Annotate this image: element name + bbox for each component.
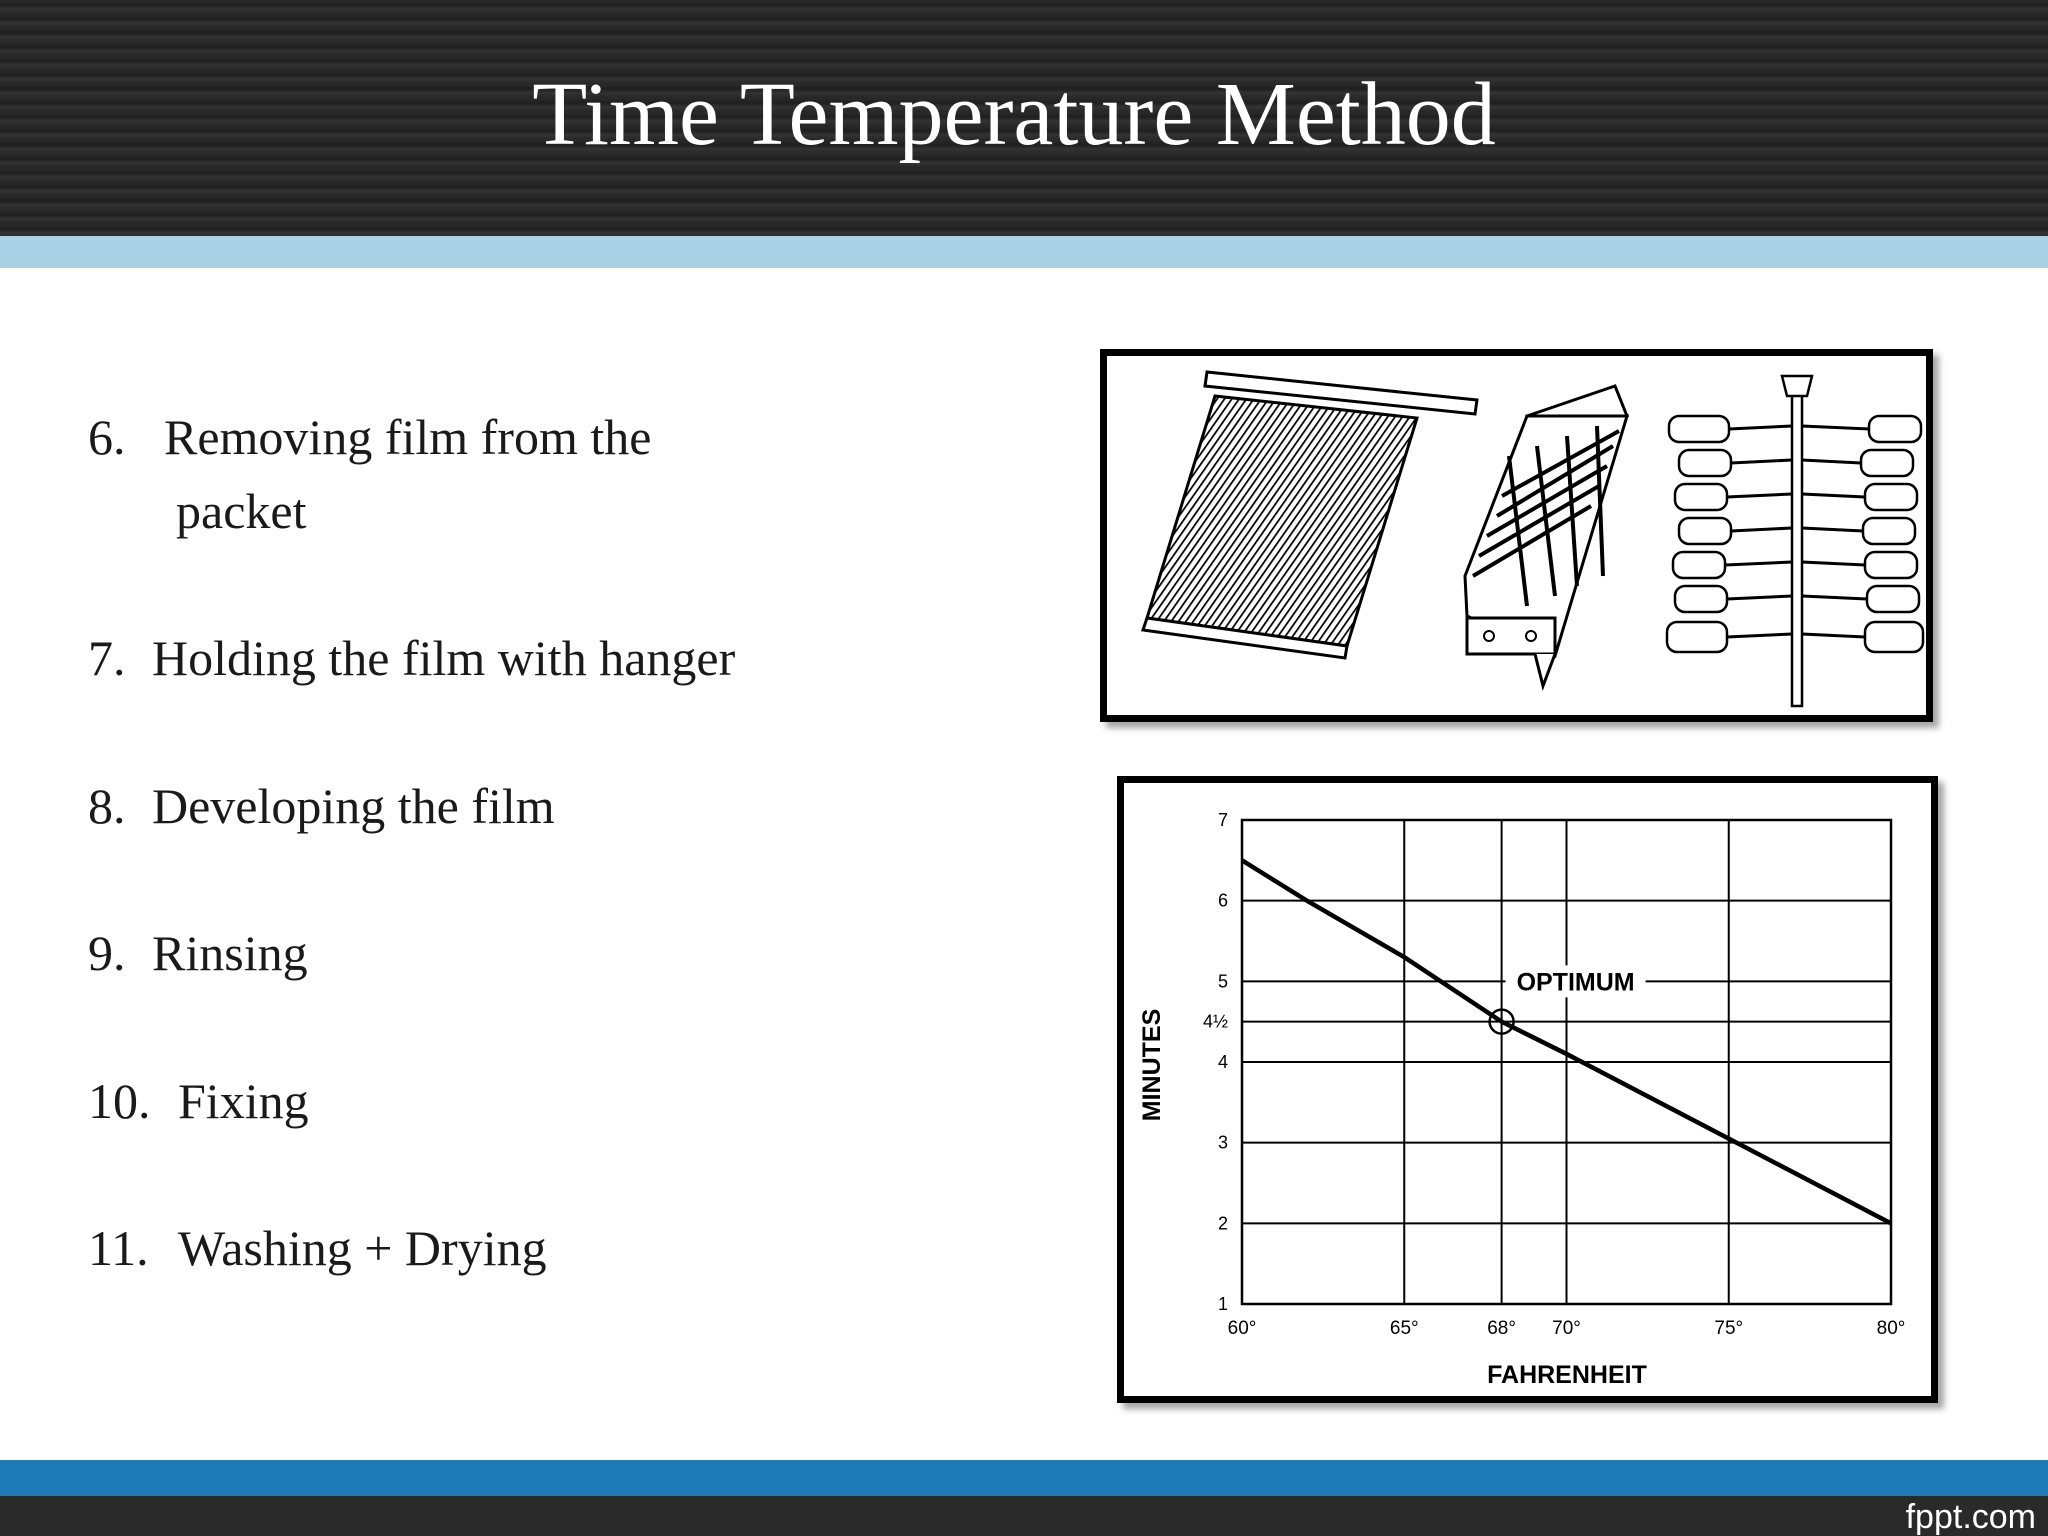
film-hangers-illustration [1100,349,1933,722]
flat-film-hanger [1143,372,1477,658]
y-tick-label: 7 [1217,810,1228,830]
y-tick-label: 4 [1217,1052,1228,1072]
multi-clip-hanger [1667,376,1923,706]
chart-grid [1242,820,1891,1304]
step-number: 10. [88,1073,151,1129]
list-item [88,1064,848,1138]
y-tick-label: 1 [1217,1294,1228,1314]
y-tick-label: 6 [1217,890,1228,911]
y-axis-label: MINUTES [1138,1008,1166,1122]
y-tick-label: 2 [1217,1213,1228,1234]
step-text: Rinsing [152,925,308,981]
step-number: 8. [88,778,126,834]
list-item [88,916,848,990]
chart-ticks [1203,810,1905,1339]
footer-dark-band [0,1496,2048,1536]
time-temperature-chart [1117,776,1938,1403]
step-number: 6. [88,409,126,465]
x-tick-label: 80° [1876,1318,1906,1339]
y-tick-label: 5 [1217,971,1228,992]
chart-svg [1124,783,1931,1396]
step-number: 7. [88,630,126,686]
footer-brand: fppt.com [1905,1498,2036,1536]
x-tick-label: 65° [1389,1318,1419,1339]
x-tick-label: 60° [1227,1318,1257,1339]
step-text: Fixing [178,1073,309,1129]
list-item [88,1211,848,1285]
y-tick-label: 4½ [1202,1011,1228,1032]
list-item-continuation [176,474,936,548]
list-item [88,400,848,474]
clip-rack-hanger [1465,386,1627,686]
step-number: 11. [88,1220,149,1276]
x-tick-label: 75° [1714,1318,1744,1339]
list-item [88,621,848,695]
step-text: Washing + Drying [178,1220,547,1276]
y-tick-label: 3 [1217,1132,1228,1153]
step-text: Holding the film with hanger [152,630,736,686]
x-tick-label: 68° [1487,1318,1516,1339]
x-axis-label: FAHRENHEIT [1487,1361,1647,1389]
step-text: Developing the film [152,778,555,834]
step-text-continuation: packet [176,483,307,539]
step-number: 9. [88,925,126,981]
slide-title: Time Temperature Method [532,65,1496,164]
film-hangers-drawing [1107,356,1926,715]
x-tick-label: 70° [1552,1318,1581,1339]
step-text: Removing film from the [164,409,652,465]
header-accent-stripe [0,236,2048,268]
list-item [88,769,848,843]
optimum-label: OPTIMUM [1516,968,1635,997]
footer-blue-band [0,1460,2048,1496]
